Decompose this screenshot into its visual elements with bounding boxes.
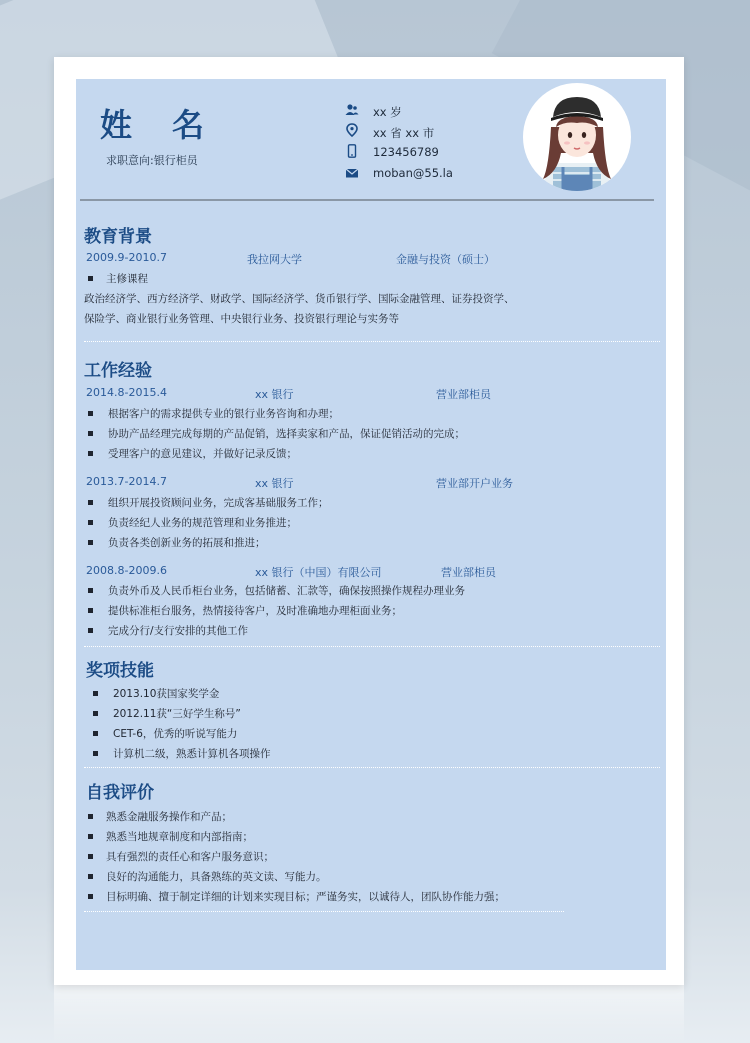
bullet-icon — [88, 500, 93, 505]
education-courses-line: 保险学、商业银行业务管理、中央银行业务、投资银行理论与实务等 — [84, 313, 399, 325]
phone-icon — [345, 144, 359, 158]
job-date: 2013.7-2014.7 — [86, 475, 167, 488]
contact-location: xx 省 xx 市 — [373, 126, 435, 140]
bullet-icon — [93, 731, 98, 736]
job-company: xx 银行 — [255, 477, 294, 490]
bullet-icon — [88, 894, 93, 899]
bullet-icon — [88, 854, 93, 859]
bullet-icon — [93, 691, 98, 696]
education-date: 2009.9-2010.7 — [86, 251, 167, 264]
location-icon — [345, 123, 359, 137]
section-divider — [84, 646, 660, 647]
job-intent: 求职意向:银行柜员 — [106, 154, 198, 167]
job-duty: 协助产品经理完成每期的产品促销，选择卖家和产品，保证促销活动的完成； — [108, 428, 465, 440]
avatar — [523, 83, 631, 191]
contact-phone: 123456789 — [373, 145, 439, 159]
section-divider — [84, 767, 660, 768]
job-date: 2008.8-2009.6 — [86, 564, 167, 577]
education-courses-line: 政治经济学、西方经济学、财政学、国际经济学、货币银行学、国际金融管理、证券投资学、 — [84, 293, 515, 305]
bullet-icon — [88, 451, 93, 456]
job-duty: 负责外币及人民币柜台业务，包括储蓄、汇款等，确保按照操作规程办理业务 — [108, 585, 465, 597]
bullet-icon — [88, 411, 93, 416]
award-item: CET-6，优秀的听说写能力 — [113, 728, 238, 740]
candidate-name: 姓名 — [100, 106, 245, 144]
bullet-icon — [88, 431, 93, 436]
job-duty: 负责各类创新业务的拓展和推进； — [108, 537, 266, 549]
education-courses-label: 主修课程 — [106, 273, 148, 285]
avatar-illustration — [523, 83, 631, 191]
self-item: 良好的沟通能力，具备熟练的英文读、写能力。 — [106, 871, 327, 883]
section-title-education: 教育背景 — [84, 227, 152, 247]
self-item: 目标明确、擅于制定详细的计划来实现目标；严谨务实，以诚待人，团队协作能力强； — [106, 891, 505, 903]
job-duty: 组织开展投资顾问业务，完成客基础服务工作； — [108, 497, 329, 509]
education-school: 我拉网大学 — [247, 253, 302, 266]
job-position: 营业部柜员 — [441, 566, 496, 579]
section-title-work: 工作经验 — [84, 361, 152, 381]
self-item: 具有强烈的责任心和客户服务意识； — [106, 851, 274, 863]
award-item: 计算机二级，熟悉计算机各项操作 — [113, 748, 271, 760]
section-divider — [84, 911, 564, 912]
bullet-icon — [88, 814, 93, 819]
contact-age: xx 岁 — [373, 105, 402, 119]
self-item: 熟悉金融服务操作和产品； — [106, 811, 232, 823]
bullet-icon — [88, 520, 93, 525]
paper-reflection — [54, 985, 684, 1043]
bullet-icon — [88, 276, 93, 281]
header-divider — [80, 199, 654, 201]
bullet-icon — [88, 588, 93, 593]
section-title-self-evaluation: 自我评价 — [86, 783, 154, 803]
self-item: 熟悉当地规章制度和内部指南； — [106, 831, 253, 843]
section-title-awards: 奖项技能 — [86, 661, 154, 681]
section-divider — [84, 341, 660, 342]
job-position: 营业部柜员 — [436, 388, 491, 401]
contact-email: moban@55.la — [373, 166, 453, 180]
job-duty: 完成分行/支行安排的其他工作 — [108, 625, 249, 637]
award-item: 2012.11获“三好学生称号” — [113, 708, 241, 720]
job-company: xx 银行（中国）有限公司 — [255, 566, 382, 579]
bullet-icon — [88, 874, 93, 879]
job-company: xx 银行 — [255, 388, 294, 401]
bullet-icon — [88, 608, 93, 613]
job-position: 营业部开户业务 — [436, 477, 513, 490]
job-date: 2014.8-2015.4 — [86, 386, 167, 399]
bullet-icon — [88, 628, 93, 633]
bullet-icon — [88, 834, 93, 839]
award-item: 2013.10获国家奖学金 — [113, 688, 220, 700]
mail-icon — [345, 166, 359, 180]
bullet-icon — [93, 711, 98, 716]
job-duty: 提供标准柜台服务，热情接待客户，及时准确地办理柜面业务； — [108, 605, 402, 617]
user-icon — [345, 103, 359, 117]
job-duty: 受理客户的意见建议，并做好记录反馈； — [108, 448, 297, 460]
bullet-icon — [93, 751, 98, 756]
job-duty: 根据客户的需求提供专业的银行业务咨询和办理； — [108, 408, 339, 420]
bullet-icon — [88, 540, 93, 545]
job-duty: 负责经纪人业务的规范管理和业务推进； — [108, 517, 297, 529]
education-major: 金融与投资（硕士） — [396, 253, 495, 266]
